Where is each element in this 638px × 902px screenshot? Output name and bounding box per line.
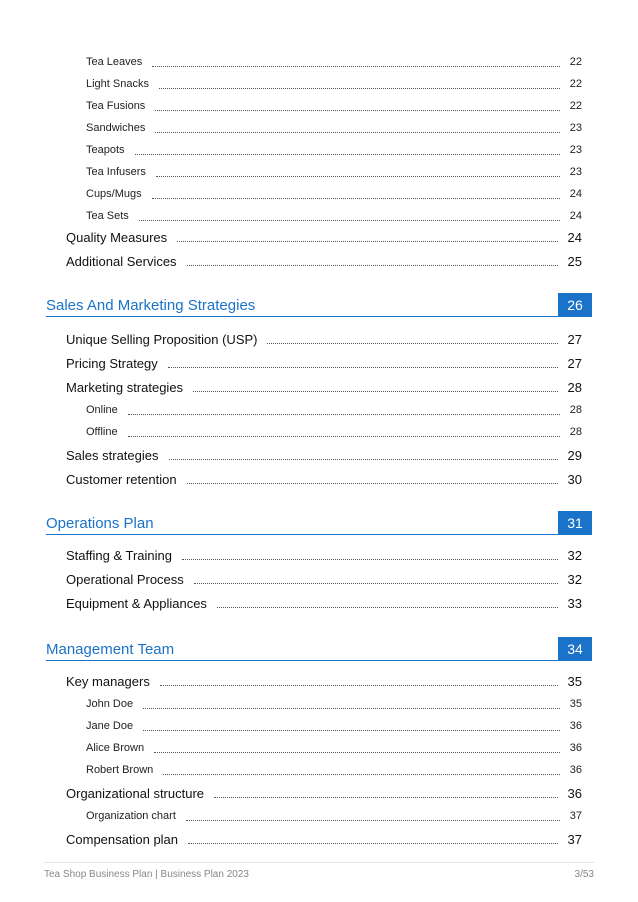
toc-entry-page: 27	[567, 332, 582, 347]
toc-entry[interactable]	[86, 698, 582, 710]
page-footer	[44, 862, 594, 880]
toc-entry[interactable]	[66, 230, 582, 245]
toc-entry-page: 23	[569, 166, 582, 178]
toc-entry-label: John Doe	[86, 698, 134, 710]
dot-leader	[187, 483, 558, 484]
toc-entry[interactable]	[86, 404, 582, 416]
toc-entry-page: 23	[569, 144, 582, 156]
toc-entry[interactable]	[66, 254, 582, 269]
toc-entry[interactable]	[86, 810, 582, 822]
toc-entry[interactable]	[86, 720, 582, 732]
toc-entry[interactable]	[66, 332, 582, 347]
toc-entry-page: 29	[567, 448, 582, 463]
toc-entry-label: Organization chart	[86, 810, 176, 822]
toc-entry-page: 28	[569, 426, 582, 438]
toc-entry-page: 35	[569, 698, 582, 710]
toc-entry[interactable]	[66, 472, 582, 487]
toc-entry-page: 35	[567, 674, 582, 689]
toc-entry-page: 27	[567, 356, 582, 371]
toc-entry-page: 24	[569, 210, 582, 222]
dot-leader	[139, 220, 560, 221]
toc-entry-label: Equipment & Appliances	[66, 596, 207, 611]
dot-leader	[214, 797, 558, 798]
toc-entry-label: Tea Infusers	[86, 166, 146, 178]
toc-entry-label: Teapots	[86, 144, 125, 156]
toc-entry-label: Organizational structure	[66, 786, 205, 801]
toc-entry[interactable]	[86, 56, 582, 68]
dot-leader	[152, 66, 559, 67]
toc-entry-label: Management Team	[46, 640, 175, 658]
section-page-badge: 26	[558, 293, 592, 317]
footer-document-title: Tea Shop Business Plan | Business Plan 2023	[44, 869, 249, 880]
toc-entry[interactable]	[86, 122, 582, 134]
dot-leader	[135, 154, 560, 155]
toc-entry-page: 36	[569, 720, 582, 732]
toc-section-heading[interactable]	[46, 512, 592, 535]
toc-entry-label: Sales strategies	[66, 448, 159, 463]
toc-entry-label: Operations Plan	[46, 514, 154, 532]
toc-entry[interactable]	[66, 448, 582, 463]
dot-leader	[267, 343, 557, 344]
toc-entry[interactable]	[86, 78, 582, 90]
toc-entry[interactable]	[86, 166, 582, 178]
toc-entry[interactable]	[66, 356, 582, 371]
dot-leader	[168, 367, 558, 368]
toc-entry-label: Online	[86, 404, 118, 416]
dot-leader	[143, 730, 560, 731]
toc-entry-page: 36	[569, 764, 582, 776]
dot-leader	[163, 774, 559, 775]
toc-entry-page: 32	[567, 548, 582, 563]
toc-entry[interactable]	[66, 380, 582, 395]
toc-entry-label: Additional Services	[66, 254, 177, 269]
toc-entry-page: 24	[567, 230, 582, 245]
dot-leader	[177, 241, 557, 242]
toc-entry[interactable]	[86, 210, 582, 222]
toc-entry-page: 22	[569, 100, 582, 112]
toc-entry-page: 24	[569, 188, 582, 200]
dot-leader	[154, 752, 560, 753]
dot-leader	[155, 132, 559, 133]
toc-entry-page: 23	[569, 122, 582, 134]
toc-entry-label: Unique Selling Proposition (USP)	[66, 332, 258, 347]
toc-entry[interactable]	[66, 786, 582, 801]
toc-entry[interactable]	[66, 572, 582, 587]
toc-entry-page: 30	[567, 472, 582, 487]
dot-leader	[217, 607, 558, 608]
toc-entry-page: 22	[569, 56, 582, 68]
toc-entry-label: Key managers	[66, 674, 150, 689]
dot-leader	[187, 265, 558, 266]
toc-entry[interactable]	[66, 832, 582, 847]
toc-entry-label: Robert Brown	[86, 764, 154, 776]
toc-entry[interactable]	[66, 596, 582, 611]
dot-leader	[169, 459, 558, 460]
toc-entry-label: Light Snacks	[86, 78, 149, 90]
toc-entry-page: 28	[567, 380, 582, 395]
toc-entry-label: Sales And Marketing Strategies	[46, 296, 256, 314]
toc-section-heading[interactable]	[46, 294, 592, 317]
toc-entry-page: 37	[569, 810, 582, 822]
dot-leader	[155, 110, 559, 111]
dot-leader	[194, 583, 558, 584]
toc-entry-label: Sandwiches	[86, 122, 146, 134]
dot-leader	[186, 820, 560, 821]
toc-entry[interactable]	[86, 188, 582, 200]
dot-leader	[160, 685, 558, 686]
toc-entry-page: 28	[569, 404, 582, 416]
toc-entry-label: Compensation plan	[66, 832, 179, 847]
dot-leader	[143, 708, 560, 709]
toc-entry-label: Operational Process	[66, 572, 184, 587]
toc-entry[interactable]	[86, 100, 582, 112]
toc-entry[interactable]	[66, 548, 582, 563]
toc-entry-page: 37	[567, 832, 582, 847]
toc-entry-label: Tea Fusions	[86, 100, 146, 112]
dot-leader	[128, 414, 560, 415]
toc-entry-page: 36	[569, 742, 582, 754]
toc-entry-label: Tea Leaves	[86, 56, 143, 68]
section-page-badge: 31	[558, 511, 592, 535]
toc-entry-page: 22	[569, 78, 582, 90]
toc-entry-label: Customer retention	[66, 472, 177, 487]
dot-leader	[156, 176, 560, 177]
dot-leader	[188, 843, 558, 844]
toc-entry-label: Quality Measures	[66, 230, 168, 245]
toc-entry-label: Staffing & Training	[66, 548, 172, 563]
dot-leader	[128, 436, 560, 437]
toc-entry-page: 25	[567, 254, 582, 269]
dot-leader	[182, 559, 558, 560]
dot-leader	[193, 391, 557, 392]
toc-entry[interactable]	[86, 764, 582, 776]
toc-entry-label: Tea Sets	[86, 210, 129, 222]
section-page-badge: 34	[558, 637, 592, 661]
toc-section-heading[interactable]	[46, 638, 592, 661]
toc-entry-label: Marketing strategies	[66, 380, 184, 395]
toc-entry[interactable]	[86, 144, 582, 156]
toc-entry-label: Jane Doe	[86, 720, 134, 732]
footer-page-number: 3/53	[574, 869, 594, 880]
toc-entry-label: Alice Brown	[86, 742, 145, 754]
toc-entry-label: Pricing Strategy	[66, 356, 158, 371]
toc-entry-page: 36	[567, 786, 582, 801]
toc-entry[interactable]	[66, 674, 582, 689]
dot-leader	[152, 198, 560, 199]
toc-entry-label: Offline	[86, 426, 118, 438]
toc-entry-page: 33	[567, 596, 582, 611]
toc-entry-page: 32	[567, 572, 582, 587]
dot-leader	[159, 88, 560, 89]
toc-entry[interactable]	[86, 426, 582, 438]
toc-entry[interactable]	[86, 742, 582, 754]
toc-entry-label: Cups/Mugs	[86, 188, 142, 200]
